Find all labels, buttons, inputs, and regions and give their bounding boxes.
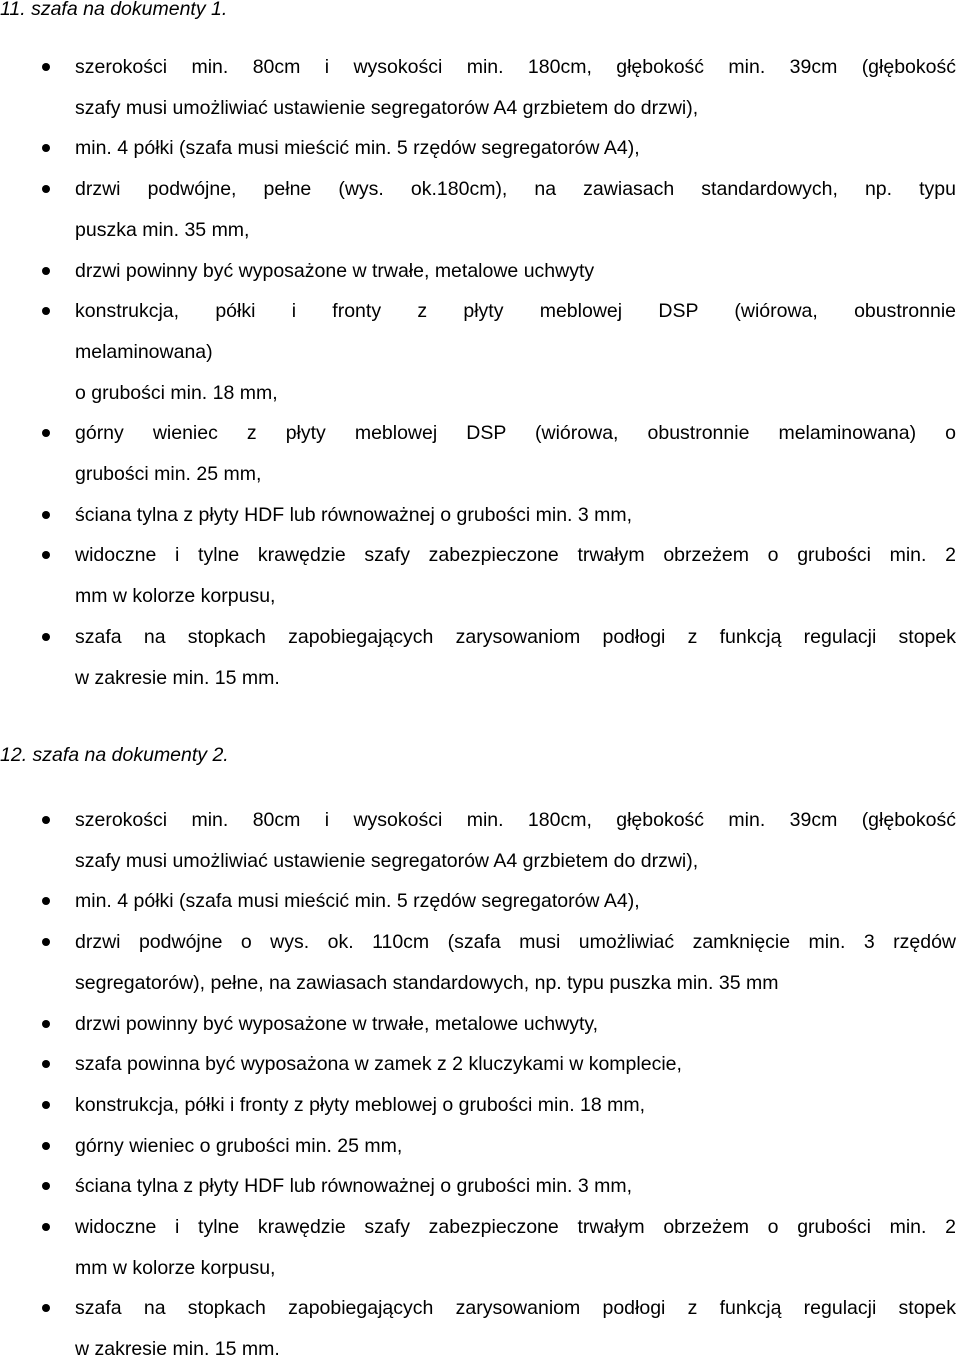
- list-item-text: widoczne i tylne krawędzie szafy zabezpieczone trwałym obrzeżem o grubości min. 2: [75, 544, 956, 567]
- list-item: [0, 617, 960, 698]
- list-item: [0, 922, 960, 1003]
- bullet-icon: [42, 1101, 50, 1109]
- section-title: 12. szafa na dokumenty 2.: [0, 744, 229, 766]
- list-item: [0, 291, 960, 413]
- list-item-text: mm w kolorze korpusu,: [75, 585, 276, 608]
- list-item-text: w zakresie min. 15 mm.: [75, 1338, 280, 1361]
- list-item: [0, 1166, 960, 1207]
- list-item-text: szafy musi umożliwiać ustawienie segregatorów A4 grzbietem do drzwi),: [75, 96, 699, 119]
- list-item: [0, 413, 960, 494]
- list-item-text: szafa na stopkach zapobiegających zarysowaniom podłogi z funkcją regulacji stopek: [75, 625, 956, 648]
- list-item: [0, 800, 960, 881]
- list-item-text: szerokości min. 80cm i wysokości min. 180cm, głębokość min. 39cm (głębokość: [75, 809, 956, 831]
- list-item-text: mm w kolorze korpusu,: [75, 1256, 276, 1279]
- bullet-icon: [42, 307, 50, 315]
- list-item-text: konstrukcja, półki i fronty z płyty meblowej o grubości min. 18 mm,: [75, 1093, 646, 1116]
- bullet-icon: [42, 1304, 50, 1312]
- list-item: [0, 1085, 960, 1126]
- bullet-icon: [42, 185, 50, 193]
- list-item-text: drzwi podwójne o wys. ok. 110cm (szafa musi umożliwiać zamknięcie min. 3 rzędów: [75, 931, 956, 954]
- list-item-text: drzwi powinny być wyposażone w trwałe, metalowe uchwyty,: [75, 1012, 599, 1035]
- list-item: [0, 1207, 960, 1288]
- bullet-icon: [42, 551, 50, 559]
- bullet-icon: [42, 144, 50, 152]
- list-item-text: melaminowana): [75, 340, 213, 363]
- list-item-text: ściana tylna z płyty HDF lub równoważnej o grubości min. 3 mm,: [75, 1175, 633, 1198]
- list-item-text: min. 4 półki (szafa musi mieścić min. 5 rzędów segregatorów A4),: [75, 137, 640, 160]
- requirements-list: [0, 47, 960, 698]
- bullet-icon: [42, 1020, 50, 1028]
- list-item: [0, 169, 960, 250]
- list-item-text: o grubości min. 18 mm,: [75, 381, 278, 404]
- bullet-icon: [42, 511, 50, 519]
- list-item-text: min. 4 półki (szafa musi mieścić min. 5 rzędów segregatorów A4),: [75, 890, 640, 913]
- list-item-text: szafa na stopkach zapobiegających zarysowaniom podłogi z funkcją regulacji stopek: [75, 1297, 956, 1320]
- list-item-text: ściana tylna z płyty HDF lub równoważnej o grubości min. 3 mm,: [75, 503, 633, 526]
- bullet-icon: [42, 63, 50, 71]
- bullet-icon: [42, 897, 50, 905]
- bullet-icon: [42, 429, 50, 437]
- section-title: 11. szafa na dokumenty 1.: [0, 0, 228, 20]
- bullet-icon: [42, 267, 50, 275]
- list-item-text: górny wieniec z płyty meblowej DSP (wiórowa, obustronnie melaminowana) o: [75, 422, 956, 445]
- list-item-text: konstrukcja, półki i fronty z płyty meblowej DSP (wiórowa, obustronnie: [75, 300, 956, 323]
- list-item: [0, 47, 960, 128]
- list-item-text: widoczne i tylne krawędzie szafy zabezpieczone trwałym obrzeżem o grubości min. 2: [75, 1216, 956, 1239]
- list-item-text: szerokości min. 80cm i wysokości min. 180cm, głębokość min. 39cm (głębokość: [75, 56, 956, 78]
- bullet-icon: [42, 1223, 50, 1231]
- list-item: [0, 1044, 960, 1085]
- list-item: [0, 1004, 960, 1045]
- list-item-text: w zakresie min. 15 mm.: [75, 666, 280, 689]
- list-item-text: grubości min. 25 mm,: [75, 463, 262, 486]
- list-item-text: szafa powinna być wyposażona w zamek z 2 kluczykami w komplecie,: [75, 1053, 682, 1076]
- bullet-icon: [42, 816, 50, 824]
- bullet-icon: [42, 1142, 50, 1150]
- list-item: [0, 535, 960, 616]
- list-item-text: szafy musi umożliwiać ustawienie segregatorów A4 grzbietem do drzwi),: [75, 849, 699, 872]
- list-item-text: puszka min. 35 mm,: [75, 218, 250, 241]
- bullet-icon: [42, 938, 50, 946]
- requirements-list: [0, 800, 960, 1370]
- list-item: [0, 1288, 960, 1369]
- list-item: [0, 881, 960, 922]
- list-item: [0, 1126, 960, 1167]
- bullet-icon: [42, 1060, 50, 1068]
- list-item: [0, 495, 960, 536]
- list-item-text: górny wieniec o grubości min. 25 mm,: [75, 1134, 403, 1157]
- bullet-icon: [42, 633, 50, 641]
- list-item-text: segregatorów), pełne, na zawiasach standardowych, np. typu puszka min. 35 mm: [75, 971, 779, 994]
- list-item-text: drzwi powinny być wyposażone w trwałe, metalowe uchwyty: [75, 259, 595, 282]
- list-item: [0, 251, 960, 292]
- list-item-text: drzwi podwójne, pełne (wys. ok.180cm), na zawiasach standardowych, np. typu: [75, 178, 956, 201]
- list-item: [0, 128, 960, 169]
- bullet-icon: [42, 1182, 50, 1190]
